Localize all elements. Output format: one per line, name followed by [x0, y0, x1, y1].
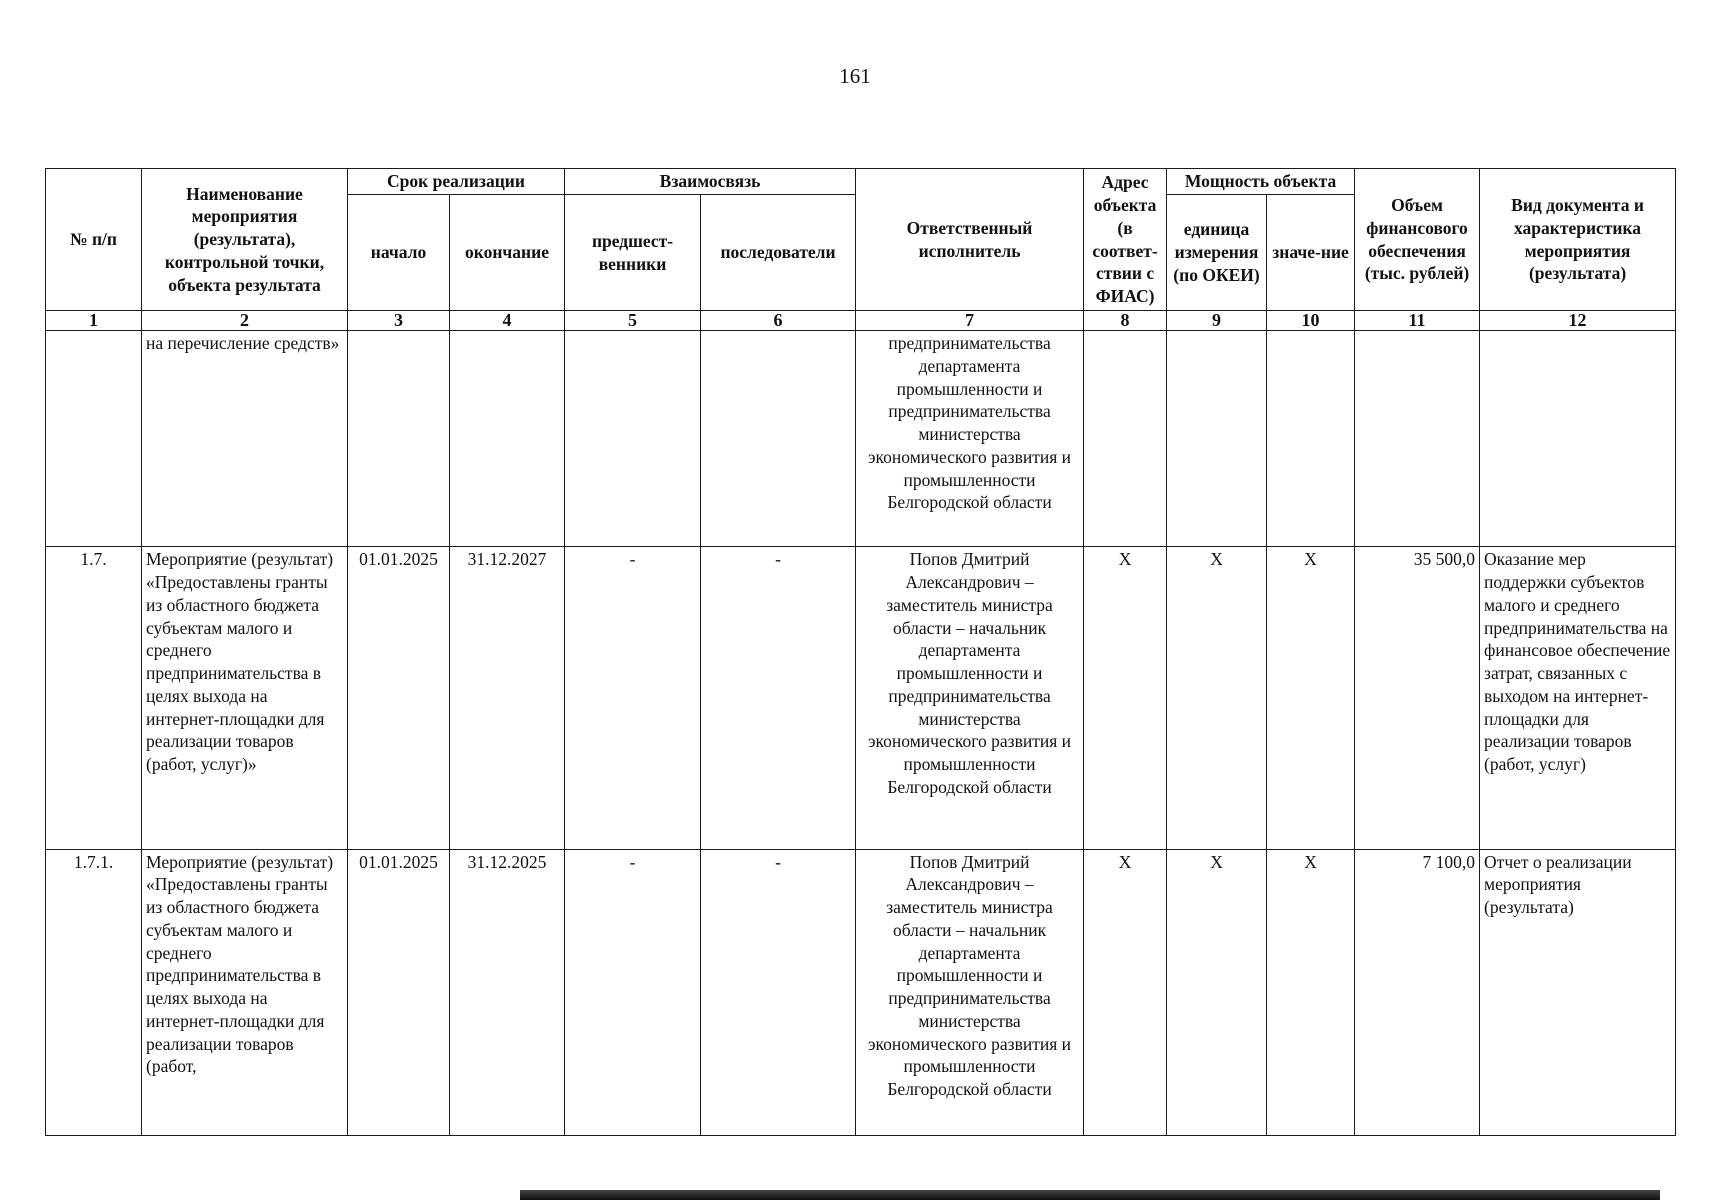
row-address: Х: [1084, 547, 1167, 849]
plan-table: [45, 168, 1676, 1136]
row-finance: 35 500,0: [1355, 547, 1480, 849]
row-end: [450, 331, 565, 547]
row-value: [1267, 331, 1355, 547]
scan-edge-shadow: [520, 1190, 1660, 1200]
row-start: [348, 331, 450, 547]
row-executor: Попов Дмитрий Александрович – заместитель министра области – начальник департамента промышленности и предпринимательства министерства экономического развития и промышленности Белгородской области: [856, 547, 1084, 849]
col-number: 10: [1267, 311, 1355, 331]
header-row-1: [46, 169, 1676, 195]
row-finance: 7 100,0: [1355, 849, 1480, 1135]
row-unit: Х: [1167, 547, 1267, 849]
row-num: 1.7.: [46, 547, 142, 849]
row-executor: Попов Дмитрий Александрович – заместитель министра области – начальник департамента промышленности и предпринимательства министерства экономического развития и промышленности Белгородской области: [856, 849, 1084, 1135]
row-doc: [1480, 331, 1676, 547]
row-next: [701, 331, 856, 547]
row-name: Мероприятие (результат) «Предоставлены гранты из областного бюджета субъектам малого и среднего предпринимательства в целях выхода на интернет-площадки для реализации товаров (работ, услуг)»: [142, 547, 348, 849]
row-doc: Оказание мер поддержки субъектов малого и среднего предпринимательства на финансовое обеспечение затрат, связанных с выходом на интернет-площадки для реализации товаров (работ, услуг): [1480, 547, 1676, 849]
header-term-end: окончание: [450, 195, 565, 311]
header-name: Наименование мероприятия (результата), контрольной точки, объекта результата: [142, 169, 348, 311]
column-number-row: [46, 311, 1676, 331]
col-number: 1: [46, 311, 142, 331]
page-number: 161: [839, 64, 871, 88]
row-value: Х: [1267, 849, 1355, 1135]
row-num: 1.7.1.: [46, 849, 142, 1135]
header-finance: Объем финансового обеспечения (тыс. рублей): [1355, 169, 1480, 311]
header-address: Адрес объекта (в соответ-ствии с ФИАС): [1084, 169, 1167, 311]
header-link-group: Взаимосвязь: [565, 169, 856, 195]
row-address: [1084, 331, 1167, 547]
header-value: значе-ние: [1267, 195, 1355, 311]
header-capacity-group: Мощность объекта: [1167, 169, 1355, 195]
col-number: 4: [450, 311, 565, 331]
row-end: 31.12.2027: [450, 547, 565, 849]
row-name: Мероприятие (результат) «Предоставлены гранты из областного бюджета субъектам малого и среднего предпринимательства в целях выхода на интернет-площадки для реализации товаров (работ,: [142, 849, 348, 1135]
row-next: -: [701, 849, 856, 1135]
col-number: 9: [1167, 311, 1267, 331]
col-number: 6: [701, 311, 856, 331]
header-link-pred: предшест-венники: [565, 195, 701, 311]
table-row: [46, 547, 1676, 849]
header-doc: Вид документа и характеристика мероприятия (результата): [1480, 169, 1676, 311]
row-pred: -: [565, 849, 701, 1135]
header-num: № п/п: [46, 169, 142, 311]
row-unit: [1167, 331, 1267, 547]
row-unit: Х: [1167, 849, 1267, 1135]
header-term-group: Срок реализации: [348, 169, 565, 195]
row-name: на перечисление средств»: [142, 331, 348, 547]
row-doc: Отчет о реализации мероприятия (результата): [1480, 849, 1676, 1135]
row-pred: -: [565, 547, 701, 849]
header-executor: Ответственный исполнитель: [856, 169, 1084, 311]
row-next: -: [701, 547, 856, 849]
header-term-start: начало: [348, 195, 450, 311]
header-link-next: последователи: [701, 195, 856, 311]
col-number: 11: [1355, 311, 1480, 331]
row-start: 01.01.2025: [348, 849, 450, 1135]
table-row: [46, 849, 1676, 1135]
col-number: 7: [856, 311, 1084, 331]
row-pred: [565, 331, 701, 547]
row-end: 31.12.2025: [450, 849, 565, 1135]
row-executor: предпринимательства департамента промышленности и предпринимательства министерства экономического развития и промышленности Белгородской области: [856, 331, 1084, 547]
row-address: Х: [1084, 849, 1167, 1135]
row-value: Х: [1267, 547, 1355, 849]
col-number: 8: [1084, 311, 1167, 331]
row-start: 01.01.2025: [348, 547, 450, 849]
col-number: 3: [348, 311, 450, 331]
row-num: [46, 331, 142, 547]
col-number: 2: [142, 311, 348, 331]
table-row: [46, 331, 1676, 547]
col-number: 12: [1480, 311, 1676, 331]
row-finance: [1355, 331, 1480, 547]
header-unit: единица измерения (по ОКЕИ): [1167, 195, 1267, 311]
col-number: 5: [565, 311, 701, 331]
